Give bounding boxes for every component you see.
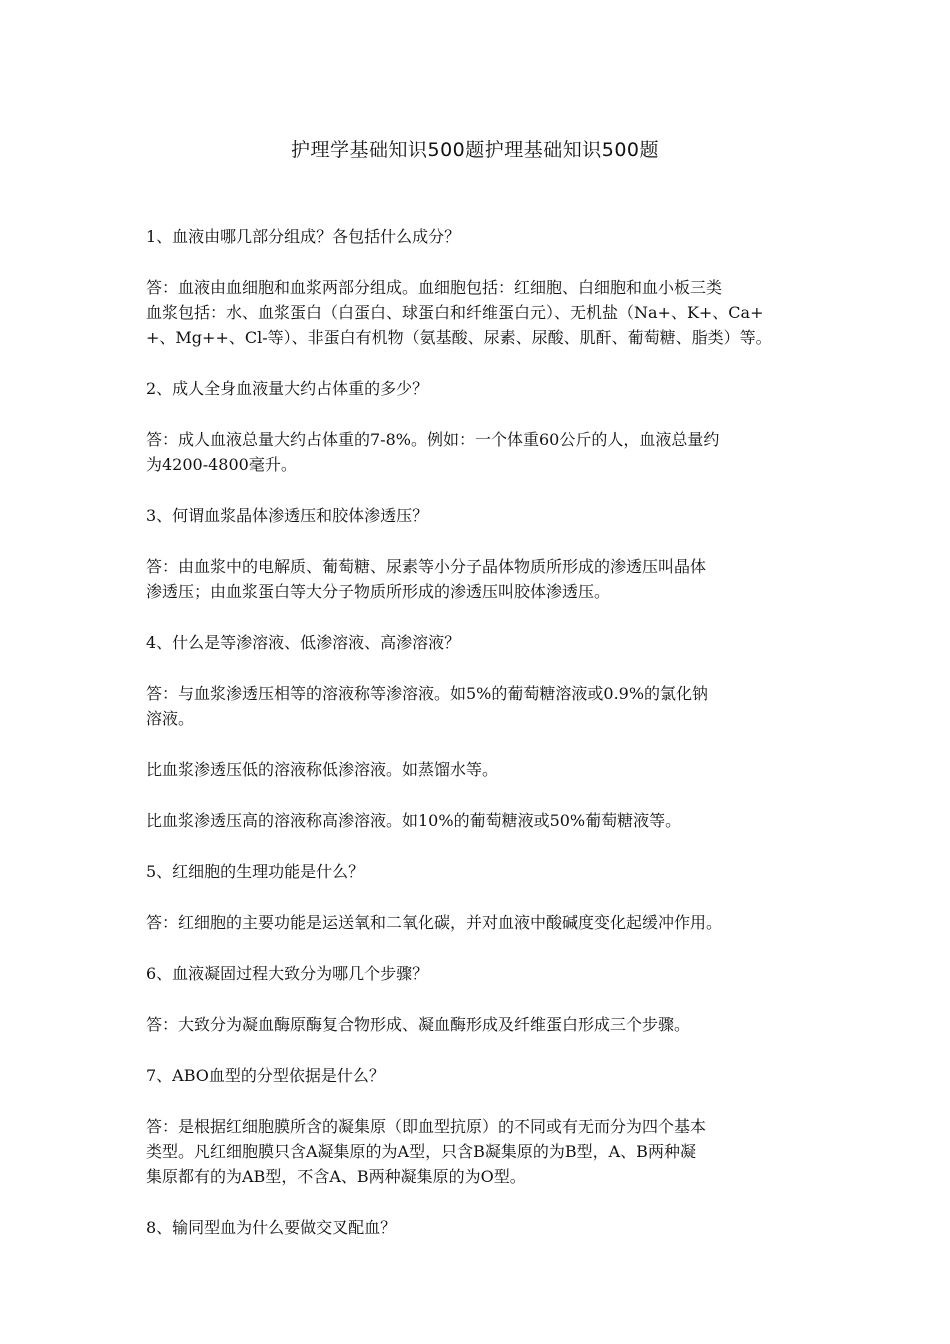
- answer-4-hypotonic: [146, 757, 822, 782]
- text-line: 比血浆渗透压低的溶液称低渗溶液。如蒸馏水等。: [146, 760, 499, 779]
- text-line: 比血浆渗透压高的溶液称高渗溶液。如10%的葡萄糖液或50%葡萄糖液等。: [146, 811, 682, 830]
- text-line: 答：血液由血细胞和血浆两部分组成。血细胞包括：红细胞、白细胞和血小板三类: [146, 278, 723, 297]
- answer-4-hypertonic: [146, 808, 822, 833]
- text-line: 2、成人全身血液量大约占体重的多少？: [146, 379, 429, 398]
- answer-3: [146, 554, 822, 604]
- text-line: 6、血液凝固过程大致分为哪几个步骤？: [146, 964, 429, 983]
- question-5: [146, 859, 822, 884]
- answer-6: [146, 1012, 822, 1037]
- text-line: 答：是根据红细胞膜所含的凝集原（即血型抗原）的不同或有无而分为四个基本: [146, 1117, 707, 1136]
- question-4: [146, 630, 822, 655]
- text-line: 溶液。: [146, 709, 195, 728]
- document-title: 护理学基础知识500题护理基础知识500题: [290, 139, 660, 161]
- answer-2: [146, 427, 822, 477]
- text-line: +、Mg++、Cl-等）、非蛋白有机物（氨基酸、尿素、尿酸、肌酐、葡萄糖、脂类）等。: [146, 328, 772, 347]
- text-line: 答：由血浆中的电解质、葡萄糖、尿素等小分子晶体物质所形成的渗透压叫晶体: [146, 557, 707, 576]
- question-6: [146, 961, 822, 986]
- text-line: 答：红细胞的主要功能是运送氧和二氧化碳，并对血液中酸碱度变化起缓冲作用。: [146, 913, 723, 932]
- text-line: 类型。凡红细胞膜只含A凝集原的为A型，只含B凝集原的为B型，A、B两种凝: [146, 1142, 696, 1161]
- text-line: 3、何谓血浆晶体渗透压和胶体渗透压？: [146, 506, 429, 525]
- answer-4: [146, 681, 822, 731]
- document-body: [146, 224, 822, 1266]
- text-line: 答：大致分为凝血酶原酶复合物形成、凝血酶形成及纤维蛋白形成三个步骤。: [146, 1015, 691, 1034]
- question-8: [146, 1215, 822, 1240]
- text-line: 1、血液由哪几部分组成？各包括什么成分？: [146, 227, 461, 246]
- text-line: 为4200-4800毫升。: [146, 455, 297, 474]
- answer-5: [146, 910, 822, 935]
- text-line: 7、ABO血型的分型依据是什么？: [146, 1066, 385, 1085]
- text-line: 4、什么是等渗溶液、低渗溶液、高渗溶液？: [146, 633, 461, 652]
- question-1: [146, 224, 822, 249]
- question-2: [146, 376, 822, 401]
- question-3: [146, 503, 822, 528]
- text-line: 5、红细胞的生理功能是什么？: [146, 862, 365, 881]
- text-line: 集原都有的为AB型，不含A、B两种凝集原的为O型。: [146, 1167, 526, 1186]
- question-7: [146, 1063, 822, 1088]
- text-line: 血浆包括：水、血浆蛋白（白蛋白、球蛋白和纤维蛋白元）、无机盐（Na+、K+、Ca+: [146, 303, 764, 322]
- text-line: 答：成人血液总量大约占体重的7-8%。例如：一个体重60公斤的人，血液总量约: [146, 430, 720, 449]
- text-line: 8、输同型血为什么要做交叉配血？: [146, 1218, 397, 1237]
- answer-7: [146, 1114, 822, 1189]
- text-line: 答：与血浆渗透压相等的溶液称等渗溶液。如5%的葡萄糖溶液或0.9%的氯化钠: [146, 684, 709, 703]
- text-line: 渗透压；由血浆蛋白等大分子物质所形成的渗透压叫胶体渗透压。: [146, 582, 611, 601]
- answer-1: [146, 275, 822, 350]
